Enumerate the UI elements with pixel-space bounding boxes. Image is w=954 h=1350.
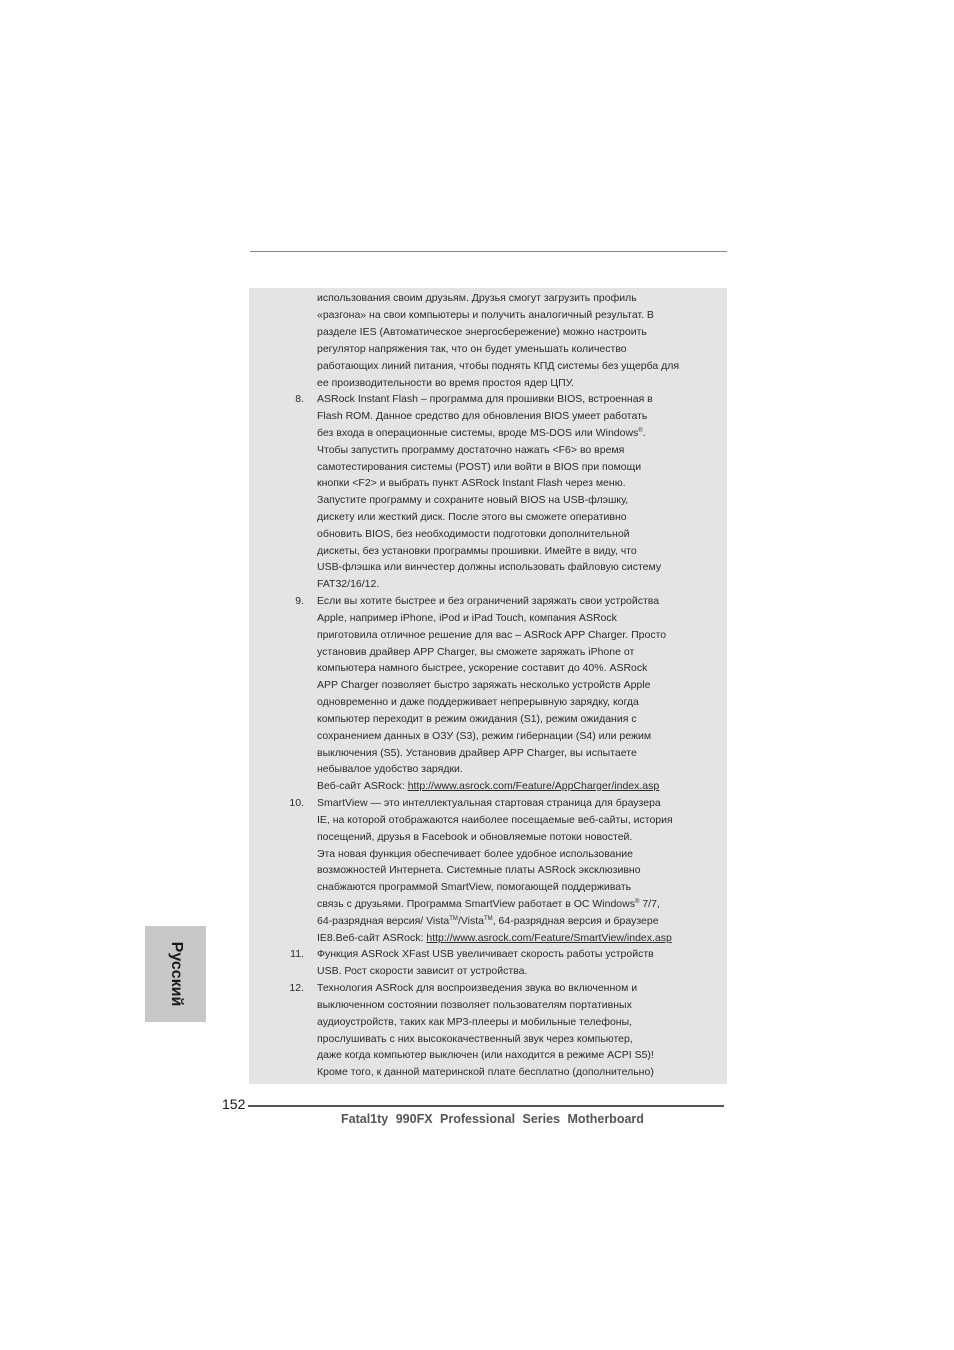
text-line	[317, 914, 659, 928]
text-span: , 64-разрядная версия и браузере	[492, 915, 659, 927]
text-line: работающих линий питания, чтобы поднять КПД системы без ущерба для	[317, 360, 680, 372]
site-label: Веб-сайт ASRock:	[317, 780, 408, 792]
text-line: самотестирования системы (POST) или войти в BIOS при помощи	[317, 461, 642, 473]
text-span: 7/7,	[639, 898, 660, 910]
text-line: установив драйвер APP Charger, вы сможете заряжать iPhone от	[317, 646, 635, 658]
text-line: компьютера намного быстрее, ускорение составит до 40%. ASRock	[317, 662, 648, 674]
text-line	[317, 931, 672, 945]
page-number: 152	[222, 1096, 246, 1112]
text-line: компьютер переходит в режим ожидания (S1), режим ожидания с	[317, 713, 637, 725]
trademark-mark: TM	[484, 916, 493, 922]
text-line: ее производительности во время простоя ядер ЦПУ.	[317, 377, 574, 389]
text-line: сохранением данных в ОЗУ (S3), режим гибернации (S4) или режим	[317, 730, 652, 742]
text-line: возможностей Интернета. Системные платы ASRock эксклюзивно	[317, 864, 641, 876]
language-tab	[145, 926, 206, 1022]
text-line: небывалое удобство зарядки.	[317, 763, 463, 775]
text-line: FAT32/16/12.	[317, 578, 380, 590]
text-line: Чтобы запустить программу достаточно нажать <F6> во время	[317, 444, 625, 456]
list-number: 9.	[295, 595, 304, 607]
text-line: Запустите программу и сохраните новый BIOS на USB-флэшку,	[317, 494, 629, 506]
text-line	[317, 779, 659, 793]
footer-rule	[248, 1105, 724, 1107]
text-line: аудиоустройств, таких как MP3-плееры и мобильные телефоны,	[317, 1016, 633, 1028]
header-rule	[250, 251, 727, 252]
app-charger-link[interactable]: http://www.asrock.com/Feature/AppCharger/index.asp	[407, 780, 660, 792]
smartview-link[interactable]: http://www.asrock.com/Feature/SmartView/index.asp	[426, 932, 672, 944]
content-panel	[249, 288, 727, 1084]
text-line: APP Charger позволяет быстро заряжать несколько устройств Apple	[317, 679, 651, 691]
site-label: IE8.Веб-сайт ASRock:	[317, 932, 427, 944]
text-line: Flash ROM. Данное средство для обновления BIOS умеет работать	[317, 410, 648, 422]
text-line: даже когда компьютер выключен (или находится в режиме ACPI S5)!	[317, 1049, 654, 1061]
text-span: без входа в операционные системы, вроде MS-DOS или Windows	[317, 427, 639, 439]
text-line: Технология ASRock для воспроизведения звука во включенном и	[317, 982, 638, 994]
text-line: SmartView — это интеллектуальная стартовая страница для браузера	[317, 797, 661, 809]
text-line: Кроме того, к данной материнской плате бесплатно (дополнительно)	[317, 1066, 654, 1078]
text-line: посещений, друзья в Facebook и обновляемые потоки новостей.	[317, 831, 633, 843]
text-line	[317, 426, 646, 440]
text-line: приготовила отличное решение для вас – ASRock APP Charger. Просто	[317, 629, 667, 641]
text-line: кнопки <F2> и выбрать пункт ASRock Instant Flash через меню.	[317, 477, 626, 489]
text-span: .	[642, 427, 646, 439]
list-number: 12.	[289, 982, 304, 994]
text-span: 64-разрядная версия/ Vista	[317, 915, 450, 927]
list-number: 8.	[295, 393, 304, 405]
text-line: одновременно и даже поддерживает непрерывную зарядку, когда	[317, 696, 639, 708]
text-span: связь с друзьями. Программа SmartView работает в ОС Windows	[317, 898, 635, 910]
text-line: выключения (S5). Установив драйвер APP Charger, вы испытаете	[317, 747, 637, 759]
text-line: дискету или жесткий диск. После этого вы сможете оперативно	[317, 511, 627, 523]
text-line	[317, 897, 660, 911]
text-line: «разгона» на свои компьютеры и получить аналогичный результат. В	[317, 309, 654, 321]
text-line: использования своим друзьям. Друзья смогут загрузить профиль	[317, 292, 637, 304]
registered-mark: ®	[634, 899, 640, 905]
footer-title: Fatal1ty 990FX Professional Series Motherboard	[341, 1112, 644, 1126]
language-tab-label: Русский	[167, 941, 185, 1007]
text-line: прослушивать с них высококачественный звук через компьютер,	[317, 1033, 633, 1045]
text-line: Эта новая функция обеспечивает более удобное использование	[317, 848, 634, 860]
text-line: снабжаются программой SmartView, помогающей поддерживать	[317, 881, 632, 893]
text-line: выключенном состоянии позволяет пользователям портативных	[317, 999, 632, 1011]
text-line: дискеты, без установки программы прошивки. Имейте в виду, что	[317, 545, 637, 557]
text-span: /Vista	[457, 915, 485, 927]
text-line: USB-флэшка или винчестер должны использовать файловую систему	[317, 561, 662, 573]
text-line: обновить BIOS, без необходимости подготовки дополнительной	[317, 528, 630, 540]
text-line: IE, на которой отображаются наиболее посещаемые веб-сайты, история	[317, 814, 673, 826]
text-line: разделе IES (Автоматическое энергосбережение) можно настроить	[317, 326, 647, 338]
text-line: Apple, например iPhone, iPod и iPad Touch, компания ASRock	[317, 612, 617, 624]
text-line: регулятор напряжения так, что он будет уменьшать количество	[317, 343, 627, 355]
trademark-mark: TM	[449, 916, 458, 922]
text-line: Если вы хотите быстрее и без ограничений заряжать свои устройства	[317, 595, 660, 607]
list-number: 10.	[289, 797, 304, 809]
list-number: 11.	[290, 948, 304, 960]
text-line: ASRock Instant Flash – программа для прошивки BIOS, встроенная в	[317, 393, 653, 405]
registered-mark: ®	[638, 428, 643, 434]
text-line: Функция ASRock XFast USB увеличивает скорость работы устройств	[317, 948, 654, 960]
text-line: USB. Рост скорости зависит от устройства.	[317, 965, 528, 977]
